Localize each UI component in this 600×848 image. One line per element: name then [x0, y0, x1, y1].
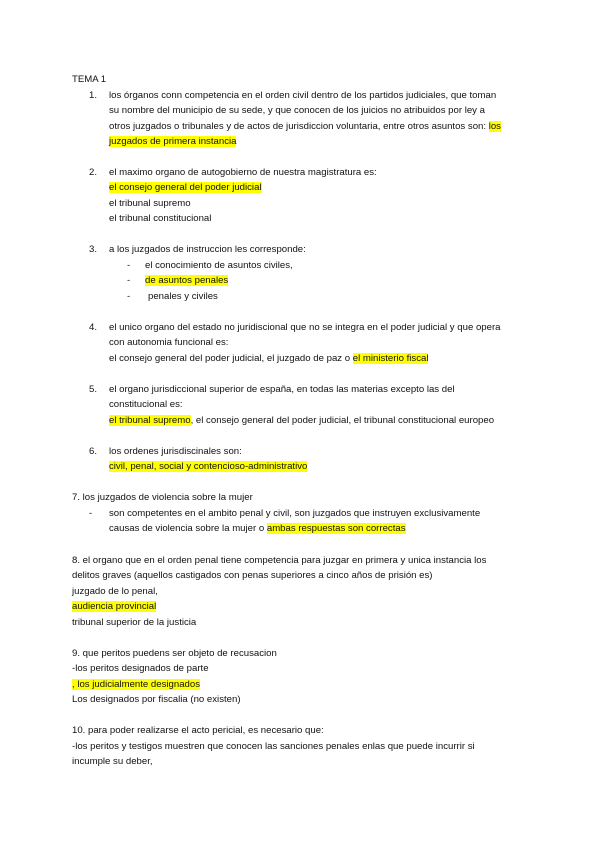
q7-line-2	[109, 522, 406, 536]
q2-answer-line	[109, 181, 262, 195]
q9-option-1: -los peritos designados de parte	[72, 663, 209, 674]
q10-line-2: incumple su deber,	[72, 756, 153, 767]
q7-question: 7. los juzgados de violencia sobre la mujer	[72, 492, 253, 503]
doc-title: TEMA 1	[72, 74, 107, 85]
q8-line-2: delitos graves (aquellos castigados con penas superiores a cinco años de prisión es)	[72, 570, 433, 581]
q4-number: 4.	[89, 322, 98, 333]
q6-number: 6.	[89, 446, 98, 457]
q7-line-1: son competentes en el ambito penal y civil, son juzgados que instruyen exclusivamente	[109, 508, 481, 519]
q9-question: 9. que peritos puedens ser objeto de recusacion	[72, 648, 277, 659]
q3-answer: de asuntos penales	[145, 275, 229, 286]
q7-line-2-text: causas de violencia sobre la mujer o	[109, 523, 267, 534]
q1-answer-part1: los	[488, 121, 501, 132]
q2-option-2: el tribunal supremo	[109, 198, 191, 209]
q4-line-3	[109, 352, 428, 366]
q1-line-3-text: otros juzgados o tribunales y de actos de jurisdiccion voluntaria, entre otros asuntos son:	[109, 121, 489, 132]
q3-dash-2: -	[127, 275, 131, 286]
q5-line-3-text: , el consejo general del poder judicial, el tribunal constitucional europeo	[190, 415, 495, 426]
q2-option-3: el tribunal constitucional	[109, 213, 212, 224]
q8-line-1: 8. el organo que en el orden penal tiene competencia para juzgar en primera y unica instancia los	[72, 555, 487, 566]
q5-answer: el tribunal supremo	[109, 415, 191, 426]
q7-dash: -	[89, 508, 93, 519]
q7-answer: ambas respuestas son correctas	[266, 523, 406, 534]
q6-question: los ordenes jurisdiscinales son:	[109, 446, 242, 457]
q8-option-1: juzgado de lo penal,	[72, 586, 158, 597]
q5-line-2: constitucional es:	[109, 399, 183, 410]
q8-answer-line	[72, 600, 156, 614]
q3-question: a los juzgados de instruccion les corresponde:	[109, 244, 306, 255]
q3-option-3: penales y civiles	[148, 291, 218, 302]
q3-dash-3: -	[127, 291, 131, 302]
q1-line-2: su nombre del municipio de su sede, y que conocen de los juicios no atribuidos por ley a	[109, 105, 485, 116]
q2-question: el maximo organo de autogobierno de nuestra magistratura es:	[109, 167, 377, 178]
q6-answer-line	[109, 460, 307, 474]
q5-line-3	[109, 414, 494, 428]
q3-option-1: el conocimiento de asuntos civiles,	[145, 260, 293, 271]
q5-line-1: el organo jurisdiccional superior de españa, en todas las materias excepto las del	[109, 384, 455, 395]
q9-option-3: Los designados por fiscalia (no existen)	[72, 694, 241, 705]
q4-line-3-text: el consejo general del poder judicial, el juzgado de paz o	[109, 353, 353, 364]
q3-number: 3.	[89, 244, 98, 255]
q1-number: 1.	[89, 90, 98, 101]
q10-line-1: -los peritos y testigos muestren que conocen las sanciones penales enlas que puede incurrir si	[72, 741, 475, 752]
q4-line-2: con autonomia funcional es:	[109, 337, 229, 348]
q1-line-1: los órganos conn competencia en el orden civil dentro de los partidos judiciales, que toman	[109, 90, 497, 101]
q8-option-3: tribunal superior de la justicia	[72, 617, 197, 628]
q4-answer: el ministerio fiscal	[352, 353, 429, 364]
q1-line-4	[109, 135, 236, 149]
q9-answer-prefix: ,	[72, 679, 75, 690]
q3-dash-1: -	[127, 260, 131, 271]
q4-line-1: el unico organo del estado no juridiscional que no se integra en el poder judicial y que opera	[109, 322, 501, 333]
q1-answer-part2: juzgados de primera instancia	[109, 136, 237, 147]
q5-number: 5.	[89, 384, 98, 395]
q8-answer: audiencia provincial	[72, 601, 157, 612]
q6-answer: civil, penal, social y contencioso-administrativo	[109, 461, 308, 472]
q9-answer: los judicialmente designados	[74, 679, 200, 690]
q1-line-3	[109, 120, 501, 134]
q2-answer: el consejo general del poder judicial	[109, 182, 262, 193]
q3-answer-line	[145, 274, 228, 288]
q10-question: 10. para poder realizarse el acto pericial, es necesario que:	[72, 725, 324, 736]
q9-answer-line	[72, 678, 200, 692]
q2-number: 2.	[89, 167, 98, 178]
